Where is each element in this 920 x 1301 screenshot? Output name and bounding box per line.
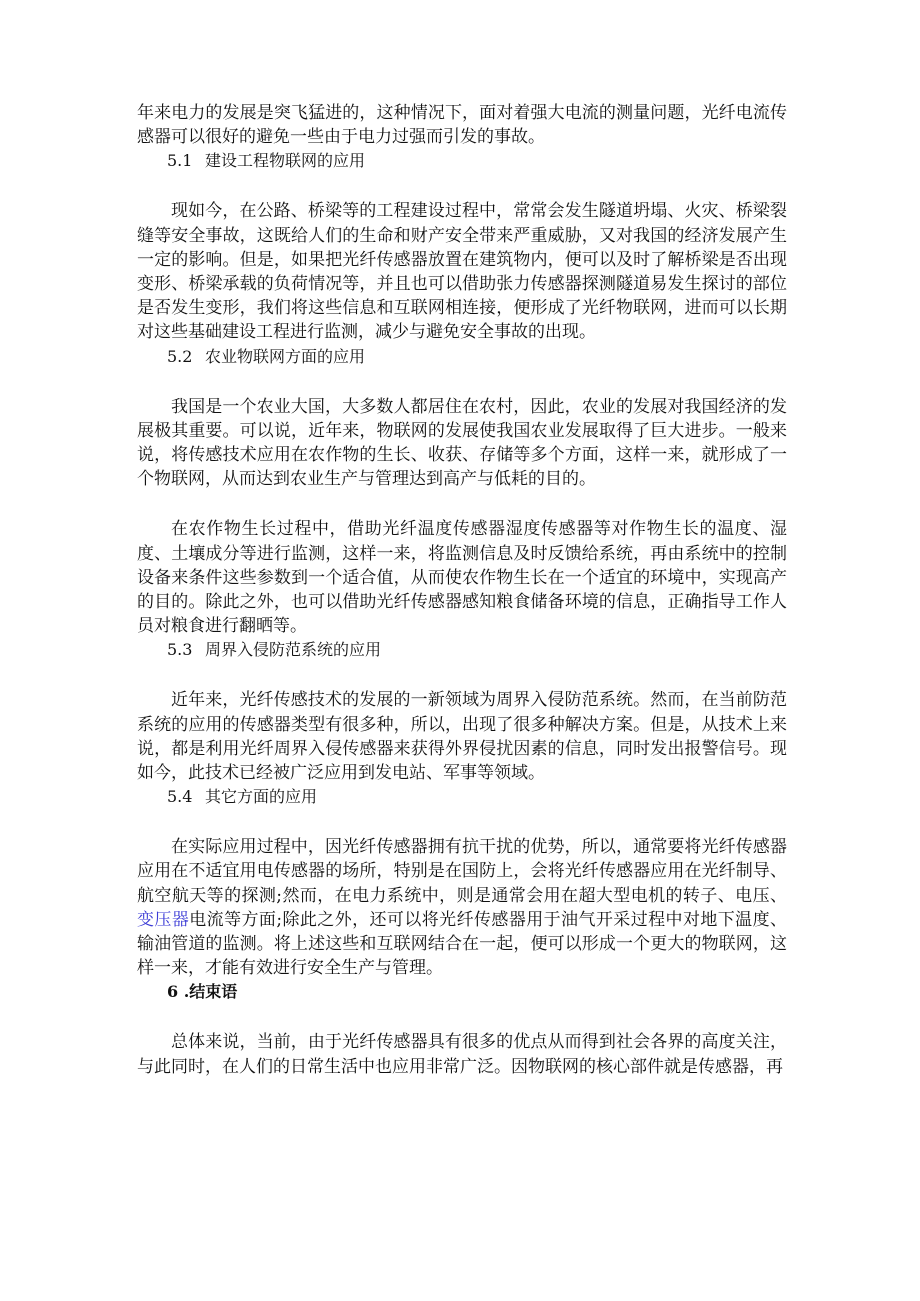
heading-6-conclusion: 6 .结束语	[167, 982, 238, 1002]
heading-title: 其它方面的应用	[205, 787, 318, 807]
paragraph-text: 电流等方面;除此之外，还可以将光纤传感器用于油气开采过程中对地下温度、输油管道的监测。将上述这些和互联网结合在一起，便可以形成一个更大的物联网，这样一来，才能有效进行安全生产与管理。	[137, 909, 788, 979]
heading-number: 5.2	[167, 346, 193, 366]
paragraph-5-2-a: 我国是一个农业大国，大多数人都居住在农村，因此，农业的发展对我国经济的发展极其重要。可以说，近年来，物联网的发展使我国农业发展取得了巨大进步。一般来说，将传感技术应用在农作物的生长、收获、存储等多个方面，这样一来，就形成了一个物联网，从而达到农业生产与管理达到高产与低耗的目的。	[137, 396, 787, 490]
heading-5-3	[137, 638, 787, 662]
paragraph-5-1: 现如今，在公路、桥梁等的工程建设过程中，常常会发生隧道坍塌、火灾、桥梁裂缝等安全事故，这既给人们的生命和财产安全带来严重威胁，又对我国的经济发展产生一定的影响。但是，如果把光纤传感器放置在建筑物内，便可以及时了解桥梁是否出现变形、桥梁承载的负荷情况等，并且也可以借助张力传感器探测隧道易发生探讨的部位是否发生变形，我们将这些信息和互联网相连接，便形成了光纤物联网，进而可以长期对这些基础建设工程进行监测，减少与避免安全事故的出现。	[137, 201, 787, 343]
paragraph-6: 总体来说，当前，由于光纤传感器具有很多的优点从而得到社会各界的高度关注，与此同时，在人们的日常生活中也应用非常广泛。因物联网的核心部件就是传感器，再	[137, 1032, 787, 1077]
heading-5-2	[137, 345, 787, 369]
heading-5-4	[137, 785, 787, 809]
heading-5-1	[137, 149, 787, 173]
transformer-link[interactable]: 变压器	[137, 909, 190, 930]
heading-number: 5.4	[167, 787, 193, 807]
paragraph-5-2-b: 在农作物生长过程中，借助光纤温度传感器湿度传感器等对作物生长的温度、湿度、土壤成分等进行监测，这样一来，将监测信息及时反馈给系统，再由系统中的控制设备来条件这些参数到一个适合值，从而使农作物生长在一个适宜的环境中，实现高产的目的。除此之外，也可以借助光纤传感器感知粮食储备环境的信息，正确指导工作人员对粮食进行翻晒等。	[137, 519, 787, 637]
heading-number: 5.3	[167, 640, 193, 660]
heading-number: 5.1	[167, 151, 193, 171]
heading-title: 周界入侵防范系统的应用	[205, 640, 382, 660]
paragraph-text: 在实际应用过程中，因光纤传感器拥有抗干扰的优势，所以，通常要将光纤传感器应用在不适宜用电传感器的场所，特别是在国防上，会将光纤传感器应用在光纤制导、航空航天等的探测;然而，在电力系统中，则是通常会用在超大型电机的转子、电压、	[137, 837, 787, 906]
heading-title: 农业物联网方面的应用	[205, 346, 366, 366]
paragraph-intro: 年来电力的发展是突飞猛进的，这种情况下，面对着强大电流的测量问题，光纤电流传感器可以很好的避免一些由于电力过强而引发的事故。	[137, 103, 787, 148]
paragraph-5-4	[137, 835, 787, 980]
heading-title: 建设工程物联网的应用	[205, 151, 366, 171]
document-page	[137, 101, 787, 1079]
paragraph-5-3: 近年来，光纤传感技术的发展的一新领域为周界入侵防范系统。然而，在当前防范系统的应用的传感器类型有很多种，所以，出现了很多种解决方案。但是，从技术上来说，都是利用光纤周界入侵传感器来获得外界侵扰因素的信息，同时发出报警信号。现如今，此技术已经被广泛应用到发电站、军事等领域。	[137, 690, 787, 784]
